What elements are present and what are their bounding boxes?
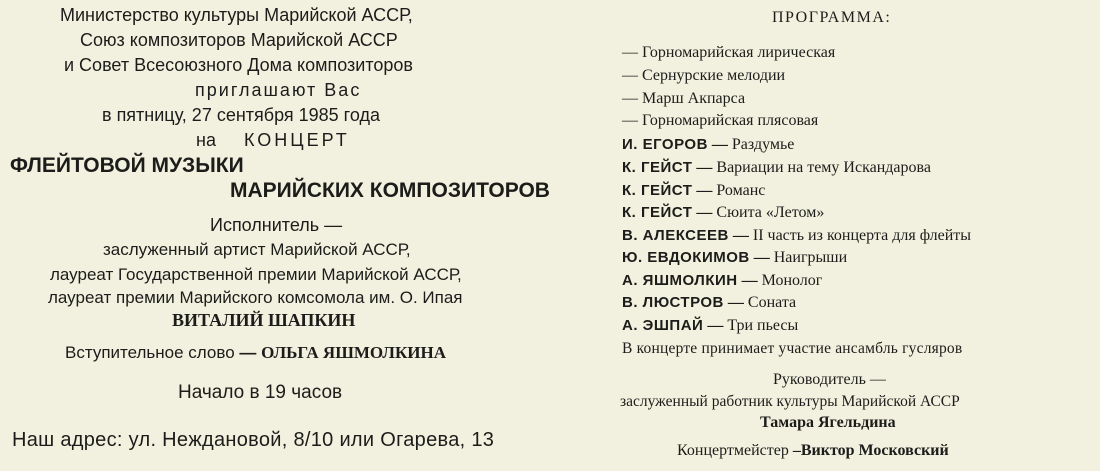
folk-item: — Сернурские мелодии: [622, 67, 786, 84]
program-item: [622, 137, 794, 153]
composer-name: К. ГЕЙСТ: [622, 182, 693, 199]
separator: —: [732, 227, 749, 244]
piece-title: Три пьесы: [727, 317, 799, 334]
intro-label: Вступительное слово: [65, 343, 235, 362]
accompanist-name: Виктор Московский: [800, 442, 949, 459]
piece-title: Наигрыши: [773, 249, 848, 266]
composer-name: Ю. ЕВДОКИМОВ: [622, 249, 750, 266]
performer-title-1: заслуженный артист Марийской АССР,: [103, 240, 411, 259]
folk-item: — Горномарийская плясовая: [622, 112, 819, 129]
piece-title: Монолог: [761, 272, 823, 289]
accompanist-label: Концертмейстер: [677, 442, 789, 459]
leader-name: Тамара Ягельдина: [760, 414, 896, 431]
folk-item: — Горномарийская лирическая: [622, 44, 836, 61]
leader-title: заслуженный работник культуры Марийской АССР: [620, 393, 960, 410]
accompanist-line: [677, 443, 949, 459]
composer-name: В. ЛЮСТРОВ: [622, 294, 724, 311]
ensemble-note: В концерте принимает участие ансамбль гусляров: [622, 340, 963, 357]
piece-title: Вариации на тему Искандарова: [716, 159, 931, 176]
piece-title: II часть из концерта для флейты: [752, 227, 972, 244]
separator: —: [753, 249, 770, 266]
na-word: на: [196, 130, 216, 150]
composer-name: А. ЭШПАЙ: [622, 317, 704, 334]
performer-label: Исполнитель —: [210, 215, 343, 235]
program-item: [622, 295, 796, 311]
composer-name: И. ЕГОРОВ: [622, 136, 708, 153]
leader-label: Руководитель —: [773, 371, 886, 388]
organizer-line-2: Союз композиторов Марийской АССР: [80, 30, 398, 50]
intro-name: ОЛЬГА ЯШМОЛКИНА: [261, 343, 446, 362]
concert-title-line-2: МАРИЙСКИХ КОМПОЗИТОРОВ: [230, 179, 550, 202]
composer-name: К. ГЕЙСТ: [622, 204, 693, 221]
separator: —: [696, 182, 713, 199]
separator: —: [696, 204, 713, 221]
composer-name: А. ЯШМОЛКИН: [622, 272, 738, 289]
separator: —: [707, 317, 724, 334]
intro-dash: —: [239, 343, 257, 362]
composer-name: К. ГЕЙСТ: [622, 159, 693, 176]
invite-verb: приглашают Вас: [195, 80, 362, 100]
program-item: [622, 250, 847, 266]
concert-word: КОНЦЕРТ: [244, 130, 350, 150]
concert-title-line-1: ФЛЕЙТОВОЙ МУЗЫКИ: [10, 154, 244, 177]
piece-title: Романс: [716, 182, 766, 199]
folk-item: — Марш Акпарса: [622, 90, 746, 107]
program-item: [622, 205, 824, 221]
piece-title: Раздумье: [731, 136, 795, 153]
piece-title: Сюита «Летом»: [716, 204, 825, 221]
address: Наш адрес: ул. Нeждановой, 8/10 или Огарева, 13: [12, 429, 495, 451]
performer-name: ВИТАЛИЙ ШАПКИН: [172, 310, 356, 330]
program-item: [622, 318, 798, 334]
program-item: [622, 183, 765, 199]
program-heading: ПРОГРАММА:: [772, 9, 892, 26]
separator: —: [727, 294, 744, 311]
piece-title: Соната: [747, 294, 797, 311]
separator: —: [711, 136, 728, 153]
separator: —: [696, 159, 713, 176]
separator: —: [741, 272, 758, 289]
start-time: Начало в 19 часов: [178, 382, 343, 403]
performer-title-3: лауреат премии Марийского комсомола им. О. Ипая: [48, 288, 463, 307]
concert-date: в пятницу, 27 сентября 1985 года: [102, 105, 380, 125]
organizer-line-3: и Совет Всесоюзного Дома композиторов: [64, 55, 413, 75]
composer-name: В. АЛЕКСЕЕВ: [622, 227, 729, 244]
organizer-line-1: Министерство культуры Марийской АССР,: [60, 5, 413, 25]
program-item: [622, 273, 822, 289]
performer-title-2: лауреат Государственной премии Марийской АССР,: [50, 265, 462, 284]
program-item: [622, 228, 971, 244]
program-item: [622, 160, 931, 176]
accompanist-dash: –: [792, 442, 801, 459]
intro-line: [65, 344, 446, 361]
